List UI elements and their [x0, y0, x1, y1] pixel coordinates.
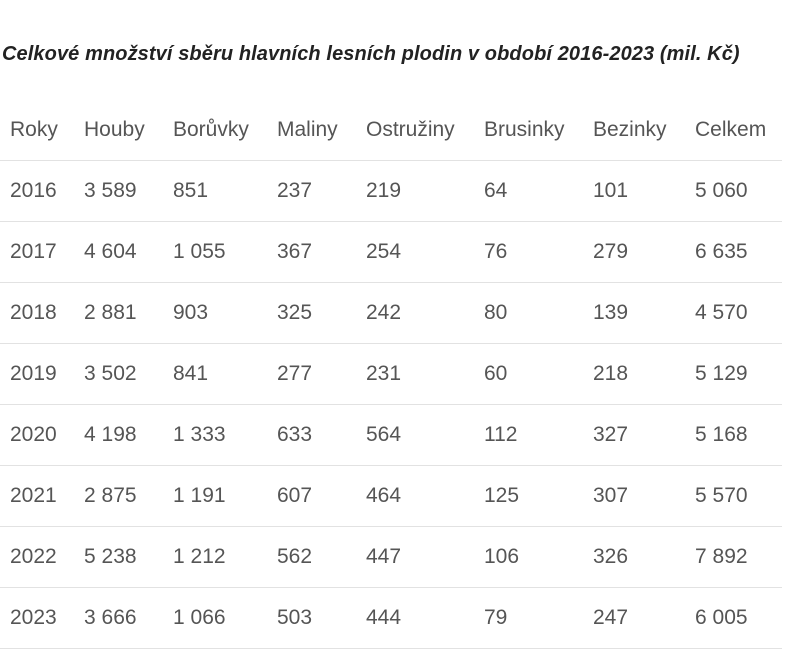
cell-year: 2016 — [0, 161, 74, 222]
cell-bezinky: 218 — [583, 344, 685, 405]
cell-boruvky: 1 212 — [163, 527, 267, 588]
cell-houby: 3 666 — [74, 588, 163, 649]
cell-maliny: 633 — [267, 405, 356, 466]
cell-brusinky: 125 — [474, 466, 583, 527]
column-header-brusinky: Brusinky — [474, 100, 583, 161]
cell-houby: 2 881 — [74, 283, 163, 344]
cell-maliny: 607 — [267, 466, 356, 527]
cell-boruvky: 1 191 — [163, 466, 267, 527]
table-header — [0, 100, 782, 161]
table-row — [0, 588, 782, 649]
cell-bezinky: 307 — [583, 466, 685, 527]
cell-brusinky: 112 — [474, 405, 583, 466]
cell-celkem: 7 892 — [685, 527, 782, 588]
data-table — [0, 100, 782, 649]
column-header-maliny: Maliny — [267, 100, 356, 161]
cell-maliny: 325 — [267, 283, 356, 344]
cell-boruvky: 851 — [163, 161, 267, 222]
cell-bezinky: 327 — [583, 405, 685, 466]
cell-brusinky: 60 — [474, 344, 583, 405]
cell-bezinky: 247 — [583, 588, 685, 649]
column-header-ostruziny: Ostružiny — [356, 100, 474, 161]
header-row — [0, 100, 782, 161]
cell-brusinky: 80 — [474, 283, 583, 344]
cell-boruvky: 1 055 — [163, 222, 267, 283]
cell-boruvky: 1 066 — [163, 588, 267, 649]
cell-maliny: 562 — [267, 527, 356, 588]
cell-bezinky: 279 — [583, 222, 685, 283]
column-header-houby: Houby — [74, 100, 163, 161]
cell-ostruziny: 231 — [356, 344, 474, 405]
cell-ostruziny: 564 — [356, 405, 474, 466]
cell-year: 2020 — [0, 405, 74, 466]
cell-boruvky: 1 333 — [163, 405, 267, 466]
cell-ostruziny: 447 — [356, 527, 474, 588]
cell-houby: 3 502 — [74, 344, 163, 405]
cell-celkem: 5 168 — [685, 405, 782, 466]
cell-brusinky: 79 — [474, 588, 583, 649]
cell-year: 2021 — [0, 466, 74, 527]
cell-year: 2019 — [0, 344, 74, 405]
cell-celkem: 5 129 — [685, 344, 782, 405]
cell-maliny: 237 — [267, 161, 356, 222]
cell-boruvky: 903 — [163, 283, 267, 344]
cell-celkem: 6 635 — [685, 222, 782, 283]
cell-celkem: 4 570 — [685, 283, 782, 344]
cell-houby: 2 875 — [74, 466, 163, 527]
cell-year: 2023 — [0, 588, 74, 649]
cell-ostruziny: 444 — [356, 588, 474, 649]
column-header-celkem: Celkem — [685, 100, 782, 161]
cell-maliny: 503 — [267, 588, 356, 649]
cell-houby: 4 604 — [74, 222, 163, 283]
cell-ostruziny: 242 — [356, 283, 474, 344]
table-row — [0, 222, 782, 283]
table-body — [0, 161, 782, 649]
cell-houby: 3 589 — [74, 161, 163, 222]
cell-maliny: 277 — [267, 344, 356, 405]
cell-celkem: 5 570 — [685, 466, 782, 527]
cell-maliny: 367 — [267, 222, 356, 283]
cell-year: 2018 — [0, 283, 74, 344]
cell-celkem: 6 005 — [685, 588, 782, 649]
cell-bezinky: 139 — [583, 283, 685, 344]
cell-celkem: 5 060 — [685, 161, 782, 222]
cell-brusinky: 106 — [474, 527, 583, 588]
column-header-roky: Roky — [0, 100, 74, 161]
column-header-boruvky: Borůvky — [163, 100, 267, 161]
cell-year: 2022 — [0, 527, 74, 588]
cell-ostruziny: 219 — [356, 161, 474, 222]
cell-boruvky: 841 — [163, 344, 267, 405]
table-row — [0, 283, 782, 344]
cell-houby: 4 198 — [74, 405, 163, 466]
cell-bezinky: 101 — [583, 161, 685, 222]
table-row — [0, 466, 782, 527]
table-row — [0, 344, 782, 405]
cell-bezinky: 326 — [583, 527, 685, 588]
cell-ostruziny: 254 — [356, 222, 474, 283]
table-row — [0, 405, 782, 466]
cell-brusinky: 76 — [474, 222, 583, 283]
cell-ostruziny: 464 — [356, 466, 474, 527]
cell-houby: 5 238 — [74, 527, 163, 588]
cell-year: 2017 — [0, 222, 74, 283]
page-title: Celkové množství sběru hlavních lesních plodin v období 2016-2023 (mil. Kč) — [2, 43, 740, 65]
table-row — [0, 161, 782, 222]
cell-brusinky: 64 — [474, 161, 583, 222]
column-header-bezinky: Bezinky — [583, 100, 685, 161]
table-row — [0, 527, 782, 588]
